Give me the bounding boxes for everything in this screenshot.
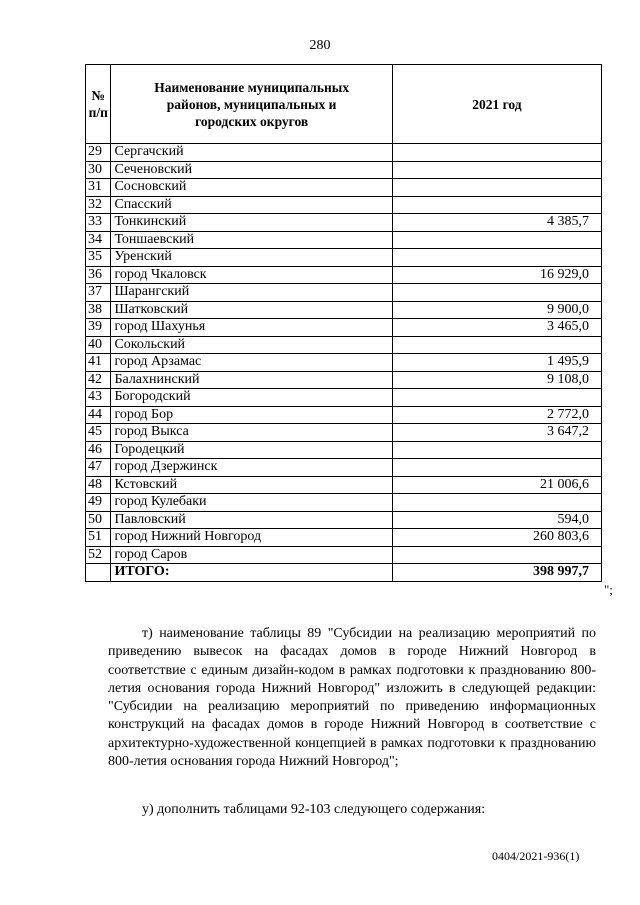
- row-name: Тоншаевский: [111, 231, 392, 249]
- total-row: [86, 564, 602, 582]
- table-row: [86, 441, 602, 459]
- row-number: 51: [86, 529, 111, 547]
- row-number: 41: [86, 354, 111, 372]
- row-name: город Кулебаки: [111, 494, 392, 512]
- row-value: 16 929,0: [392, 266, 601, 284]
- paragraph-u: у) дополнить таблицами 92-103 следующего содержания:: [142, 802, 486, 817]
- row-value: 4 385,7: [392, 214, 601, 232]
- table-row: [86, 389, 602, 407]
- table-row: [86, 144, 602, 162]
- row-number: 35: [86, 249, 111, 267]
- row-number: 34: [86, 231, 111, 249]
- table-row: [86, 161, 602, 179]
- row-value: [392, 459, 601, 477]
- table-row: [86, 179, 602, 197]
- row-name: Кстовский: [111, 476, 392, 494]
- row-name: Уренский: [111, 249, 392, 267]
- row-number: 42: [86, 371, 111, 389]
- row-number: 32: [86, 196, 111, 214]
- row-number: 36: [86, 266, 111, 284]
- row-value: 1 495,9: [392, 354, 601, 372]
- table-row: [86, 354, 602, 372]
- row-value: [392, 144, 601, 162]
- total-label: ИТОГО:: [111, 564, 392, 582]
- row-name: Павловский: [111, 511, 392, 529]
- row-number: 52: [86, 546, 111, 564]
- table-row: [86, 476, 602, 494]
- row-name: город Арзамас: [111, 354, 392, 372]
- table-row: [86, 284, 602, 302]
- table-row: [86, 214, 602, 232]
- table-row: [86, 546, 602, 564]
- table-row: [86, 231, 602, 249]
- row-name: Шатковский: [111, 301, 392, 319]
- row-number: 40: [86, 336, 111, 354]
- header-name: Наименование муниципальных районов, муниципальных и городских округов: [111, 65, 392, 144]
- table-row: [86, 336, 602, 354]
- row-number: 30: [86, 161, 111, 179]
- row-value: [392, 336, 601, 354]
- row-name: Шарангский: [111, 284, 392, 302]
- total-num-cell: [86, 564, 111, 582]
- row-name: Тонкинский: [111, 214, 392, 232]
- table-header-row: [86, 65, 602, 144]
- row-number: 33: [86, 214, 111, 232]
- row-value: 9 900,0: [392, 301, 601, 319]
- row-name: город Выкса: [111, 424, 392, 442]
- row-name: город Чкаловск: [111, 266, 392, 284]
- row-value: [392, 249, 601, 267]
- row-name: Сокольский: [111, 336, 392, 354]
- subsidy-table: [85, 64, 602, 582]
- table-row: [86, 249, 602, 267]
- row-value: 3 647,2: [392, 424, 601, 442]
- total-value: 398 997,7: [392, 564, 601, 582]
- table-row: [86, 424, 602, 442]
- row-number: 49: [86, 494, 111, 512]
- row-name: Сосновский: [111, 179, 392, 197]
- row-value: [392, 161, 601, 179]
- row-number: 38: [86, 301, 111, 319]
- table-row: [86, 494, 602, 512]
- row-value: [392, 231, 601, 249]
- row-name: Балахнинский: [111, 371, 392, 389]
- row-number: 29: [86, 144, 111, 162]
- table-row: [86, 266, 602, 284]
- row-value: [392, 494, 601, 512]
- table-row: [86, 371, 602, 389]
- table-row: [86, 196, 602, 214]
- row-name: город Нижний Новгород: [111, 529, 392, 547]
- row-value: [392, 284, 601, 302]
- row-name: Сеченовский: [111, 161, 392, 179]
- table-body: [86, 144, 602, 582]
- row-value: 2 772,0: [392, 406, 601, 424]
- row-name: город Саров: [111, 546, 392, 564]
- row-value: 3 465,0: [392, 319, 601, 337]
- header-num: № п/п: [86, 65, 111, 144]
- page-number: 280: [309, 38, 331, 53]
- row-number: 31: [86, 179, 111, 197]
- row-value: 260 803,6: [392, 529, 601, 547]
- table-row: [86, 511, 602, 529]
- row-name: Сергачский: [111, 144, 392, 162]
- row-name: город Бор: [111, 406, 392, 424]
- row-value: 9 108,0: [392, 371, 601, 389]
- table-row: [86, 529, 602, 547]
- row-number: 45: [86, 424, 111, 442]
- table-row: [86, 459, 602, 477]
- row-value: [392, 546, 601, 564]
- row-name: Городецкий: [111, 441, 392, 459]
- row-value: [392, 179, 601, 197]
- paragraph-t: т) наименование таблицы 89 "Субсидии на реализацию мероприятий по приведению вывесок на фасадах домов в городе Нижний Новгород в соответствие с единым дизайн-кодом в рамках подготовки к празднованию 800-летия основания города Нижний Новгород" изложить в следующей редакции: "Субсидии на реализацию мероприятий по приведению информационных конструкций на фасадах домов в городе Нижний Новгород в соответствие с архитектурно-художественной концепцией в рамках подготовки к празднованию 800-летия основания города Нижний Новгород";: [108, 626, 596, 770]
- table-row: [86, 319, 602, 337]
- row-number: 47: [86, 459, 111, 477]
- row-number: 46: [86, 441, 111, 459]
- closing-quote-mark: ";: [604, 582, 613, 597]
- row-number: 44: [86, 406, 111, 424]
- document-code: 0404/2021-936(1): [492, 849, 580, 863]
- row-name: город Шахунья: [111, 319, 392, 337]
- row-number: 48: [86, 476, 111, 494]
- row-number: 43: [86, 389, 111, 407]
- row-number: 37: [86, 284, 111, 302]
- row-value: 21 006,6: [392, 476, 601, 494]
- table-row: [86, 406, 602, 424]
- row-value: [392, 389, 601, 407]
- row-number: 39: [86, 319, 111, 337]
- row-number: 50: [86, 511, 111, 529]
- header-year: 2021 год: [392, 65, 601, 144]
- row-value: [392, 441, 601, 459]
- table-row: [86, 301, 602, 319]
- row-value: [392, 196, 601, 214]
- row-name: Спасский: [111, 196, 392, 214]
- row-name: Богородский: [111, 389, 392, 407]
- row-name: город Дзержинск: [111, 459, 392, 477]
- row-value: 594,0: [392, 511, 601, 529]
